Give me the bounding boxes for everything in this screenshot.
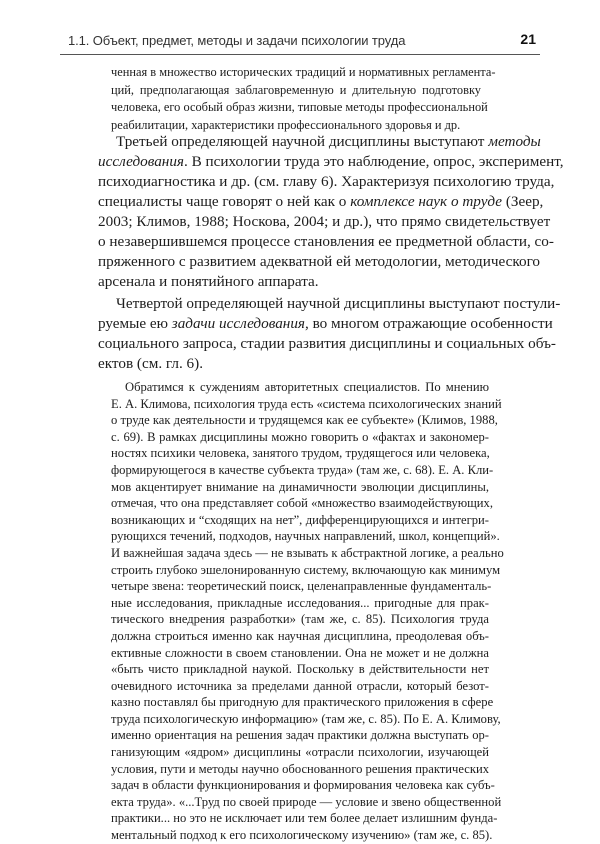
text-line: ций, предполагающая заблаговременную и длительную подготовку [111, 82, 481, 97]
text-line: исследования. В психологии труда это наблюдение, опрос, эксперимент, [98, 153, 564, 170]
text-line: именно ориентация на решения задач практики должна выступать ор- [111, 728, 489, 743]
text-line: строить глубоко эшелонированную систему, включающую как минимум [111, 562, 501, 577]
running-header [60, 30, 540, 55]
text-line: екта труда». «...Труд по своей природе — условие и звено общественной [111, 794, 502, 809]
text-line: о труде как деятельности и трудящемся как ее субъекте» (Климов, 1988, [111, 413, 498, 428]
text-line: формирующегося в качестве субъекта труда» (там же, с. 68). Е. А. Кли- [111, 462, 494, 477]
text-line: психодиагностика и др. (см. главу 6). Характеризуя психологию труда, [98, 173, 555, 190]
text-line: ективные сложности в своем становлении. Она не может и не должна [111, 645, 489, 660]
text-line: ганизующим «ядром» дисциплины «отрасли психологии, изучающей [111, 745, 489, 760]
text-line: 2003; Климов, 1988; Носкова, 2004; и др.), что прямо свидетельствует [98, 213, 551, 230]
text-line: труда психологическую информацию» (там же, с. 85). По Е. А. Климову, [111, 711, 501, 726]
text-line: условия, пути и методы научно обоснованного решения практических [111, 761, 489, 776]
paragraph-methods [98, 132, 564, 292]
text-line: человека, его особый образ жизни, типовые методы профессиональной [111, 100, 488, 114]
text-line: руемые ею задачи исследования, во многом отражающие особенности [98, 315, 553, 332]
text-line: казно поставлял бы пригодную для практического приложения в сфере [111, 695, 494, 710]
quotation-block [111, 379, 504, 844]
text-line: четыре звена: теоретический поиск, целенаправленные фундаменталь- [111, 579, 492, 594]
text-line: ектов (см. гл. 6). [98, 355, 203, 372]
text-line: очевидного источника за пределами данной отрасли, который безот- [111, 678, 489, 693]
running-title: 1.1. Объект, предмет, методы и задачи психологии труда [68, 33, 406, 48]
text-line: ные исследования, прикладные исследования... пригодные для прак- [111, 595, 489, 610]
text-line: отмечая, что она представляет собой «множество взаимодействующих, [111, 496, 493, 511]
text-line: практики... но это не исключает или тем более делает излишним фунда- [111, 811, 498, 826]
paragraph-tasks [98, 294, 561, 374]
text-line: ментальный подход к его психологическому изучению» (там же, с. 85). [111, 828, 493, 843]
text-line: специалисты чаще говорят о ней как о комплексе наук о труде (Зеер, [98, 193, 544, 210]
text-line: тического внедрения разработки» (там же, с. 85). Психология труда [111, 612, 489, 627]
text-line: Четвертой определяющей научной дисциплины выступают постули- [116, 295, 561, 312]
text-line: арсенала и понятийного аппарата. [98, 273, 319, 290]
text-line: пряженного с развитием адекватной ей методологии, методического [98, 253, 541, 270]
text-line: Обратимся к суждениям авторитетных специалистов. По мнению [125, 380, 489, 394]
text-line: с. 69). В рамках дисциплины можно говорить о «фактах и закономер- [111, 429, 489, 444]
text-line: реабилитации, характеристики профессионального здоровья и др. [111, 117, 461, 132]
text-line: «быть чисто прикладной наукой. Поскольку в действительности нет [111, 662, 489, 677]
text-line: возникающих и “сходящих на нет”, дифференцирующихся и интегри- [111, 512, 489, 527]
text-line: И важнейшая задача здесь — не взывать к абстрактной логике, а реально [111, 545, 504, 560]
text-line: социального запроса, стадии развития дисциплины и социальных объ- [98, 335, 556, 352]
text-line: мов акцентирует внимание на динамичности эволюции дисциплины, [111, 479, 489, 494]
text-line: Е. А. Климова, психология труда есть «система психологических знаний [111, 396, 502, 411]
continuation-text [111, 64, 496, 134]
text-line: о незавершившемся процессе становления ее предметной области, со- [98, 233, 554, 250]
text-line: ностях психики человека, занятого трудом, трудящегося или человека, [111, 446, 490, 461]
text-line: рующихся течений, подходов, научных направлений, школ, концепций». [111, 529, 500, 544]
page-number: 21 [520, 31, 536, 47]
text-line: должна строиться именно как научная дисциплина, преодолевая объ- [111, 628, 489, 643]
text-line: задач в области функционирования и формирования человека как субъ- [111, 778, 495, 793]
text-line: Третьей определяющей научной дисциплины выступают методы [116, 133, 541, 150]
text-line: ченная в множество исторических традиций и нормативных регламента- [111, 65, 496, 79]
